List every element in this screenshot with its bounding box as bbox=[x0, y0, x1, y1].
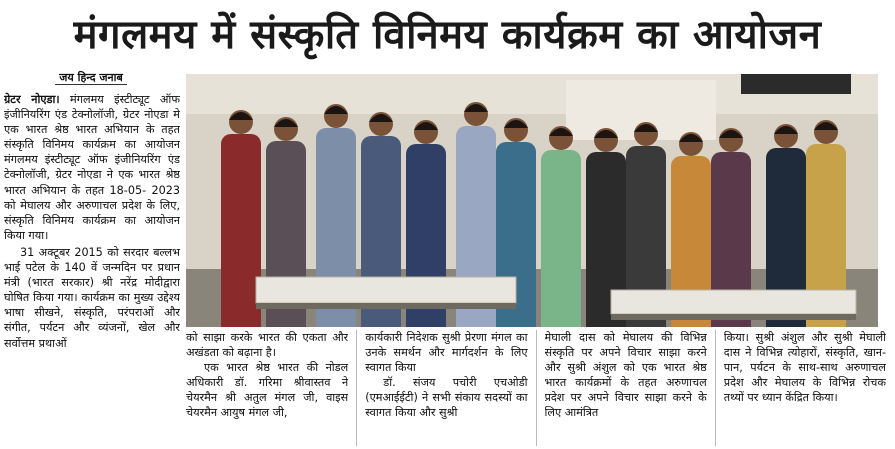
column-3 bbox=[545, 330, 707, 446]
dateline: ग्रेटर नोएडा। bbox=[4, 93, 60, 106]
column-divider bbox=[715, 330, 716, 446]
left-column bbox=[4, 92, 180, 444]
bottom-columns bbox=[186, 330, 886, 446]
column-1 bbox=[186, 330, 348, 446]
column-4 bbox=[724, 330, 886, 446]
col1-para-2: एक भारत श्रेष्ठ भारत की नोडल अधिकारी डॉ. गरिमा श्रीवास्तव ने चेयरमैन श्री अतुल मंगल जी, वाइस चेयरमैन आयुष मंगल जी, bbox=[186, 361, 349, 420]
col2-para-2: डॉ. संजय पचोरी एचओडी (एमआईईटी) ने सभी संकाय सदस्यों का स्वागत किया और सुश्री bbox=[365, 376, 528, 420]
col1-para-1: को साझा करके भारत की एकता और अखंडता को बढ़ाना है। bbox=[186, 331, 349, 360]
col4-para-1: किया। सुश्री अंशुल और सुश्री मेघाली दास ने विभिन्न त्योहारों, संस्कृति, खान-पान, पर्यटन के साथ-साथ अरुणाचल प्रदेश और मेघालय के विभिन्न रोचक तथ्यों पर ध्यान केंद्रित किया। bbox=[723, 331, 886, 405]
left-para-1 bbox=[4, 92, 180, 243]
column-2 bbox=[365, 330, 527, 446]
headline: मंगलमय में संस्कृति विनिमय कार्यक्रम का आयोजन bbox=[73, 11, 822, 58]
column-divider bbox=[536, 330, 537, 446]
group-photo-image bbox=[186, 74, 878, 327]
left-para-1-text: मंगलमय इंस्टीट्यूट ऑफ इंजीनियरिंग एंड टेक्नोलॉजी, ग्रेटर नोएडा मे एक भारत श्रेष्ठ भारत अभियान के तहत संस्कृति विनिमय कार्यक्रम का आयोजन मंगलमय इंस्टीट्यूट ऑफ इंजीनियरिंग एंड टेक्नोलॉजी, ग्रेटर नोएडा ने एक भारत श्रेष्ठ भारत अभियान के तहत 18-05- 2023 को मेघालय और अरुणाचल प्रदेश के लिए, संस्कृति विनिमय कार्यक्रम का आयोजन किया गया। bbox=[4, 93, 180, 242]
column-divider bbox=[356, 330, 357, 446]
group-photo bbox=[186, 74, 878, 327]
left-para-2: 31 अक्टूबर 2015 को सरदार बल्लभ भाई पटेल के 140 वें जन्मदिन पर प्रधान मंत्री (भारत सरकार) श्री नरेंद्र मोदीद्वारा घोषित किया गया। कार्यक्रम का मुख्य उद्देश्य भाषा सीखने, संस्कृति, परंपराओं और संगीत, पर्यटन और व्यंजनों, खेल और सर्वोत्तम प्रथाओं bbox=[4, 245, 180, 350]
byline bbox=[0, 70, 182, 85]
col2-para-1: कार्यकारी निदेशक सुश्री प्रेरणा मंगल का उनके समर्थन और मार्गदर्शन के लिए स्वागत किया bbox=[365, 331, 528, 375]
col3-para-1: मेघाली दास को मेघालय की विभिन्न संस्कृति पर अपने विचार साझा करने और सुश्री अंशुल को एक भारत श्रेष्ठ भारत कार्यक्रमों के तहत अरुणाचल प्रदेश पर अपने विचार साझा करने के लिए आमंत्रित bbox=[544, 331, 707, 420]
byline-text: जय हिन्द जनाब bbox=[55, 71, 127, 85]
